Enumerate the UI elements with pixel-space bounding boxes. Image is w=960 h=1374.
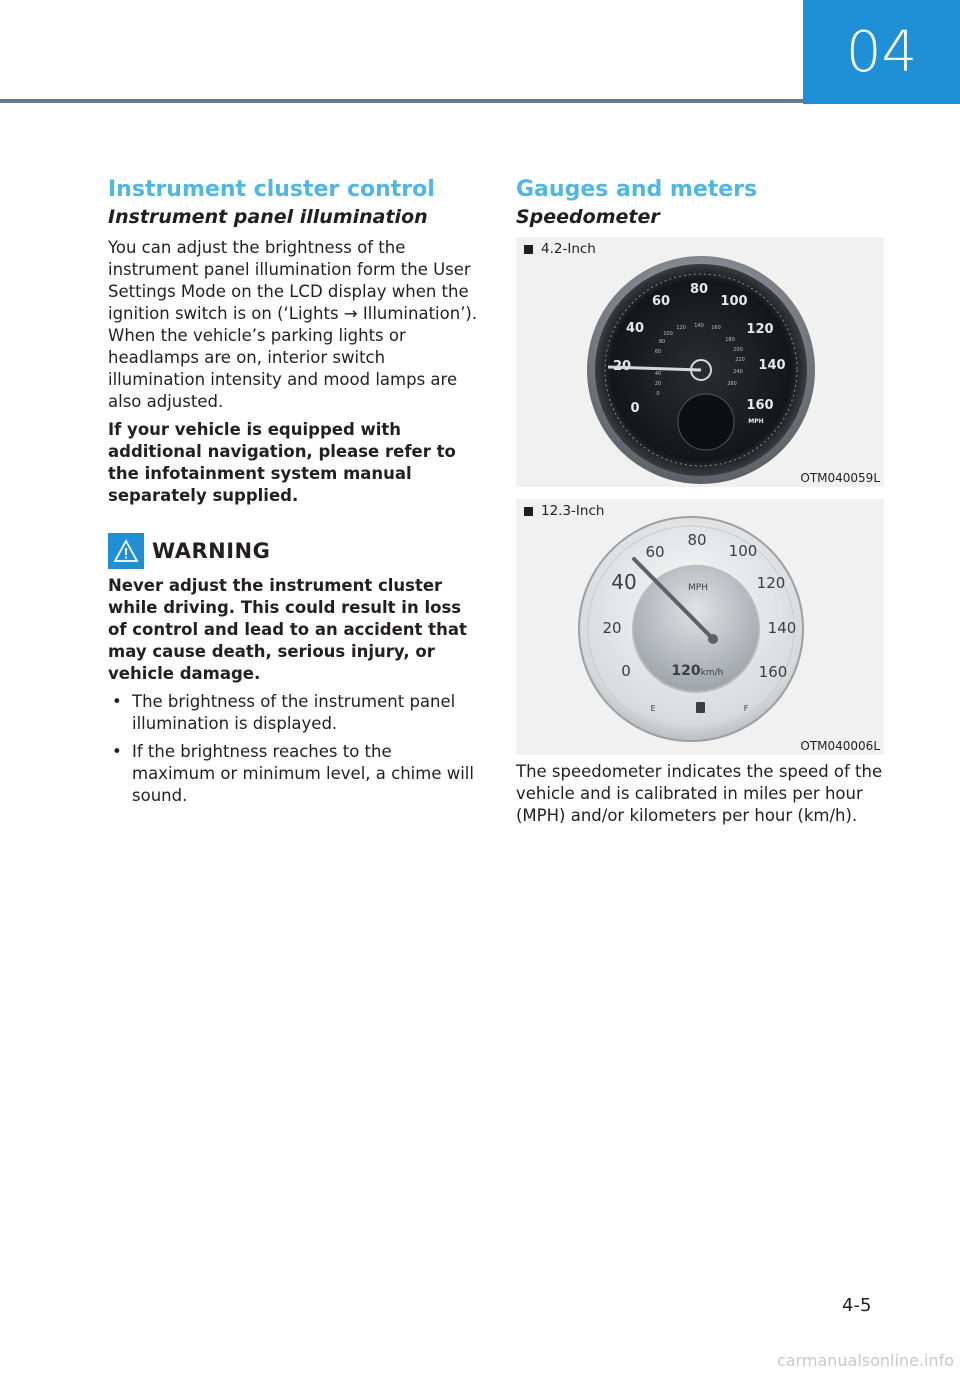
fuel-f: F [743, 704, 749, 713]
list-item: • If the brightness reaches to the maximum or minimum level, a chime will sound. [112, 742, 474, 805]
navigation-note: If your vehicle is equipped with additional navigation, please refer to the infotainment system manual separately supplied. [108, 420, 456, 505]
unit-mph: MPH [688, 583, 708, 593]
warning-text: Never adjust the instrument cluster while driving. This could result in loss of control and lead to an accident that may cause death, serious injury, or vehicle damage. [108, 576, 467, 683]
speedometer-12-3-illustration [516, 499, 884, 755]
tick-80: 80 [689, 282, 709, 297]
svg-text:80: 80 [658, 339, 666, 345]
svg-text:20: 20 [654, 381, 662, 387]
header-rule [0, 99, 803, 103]
list-item: • The brightness of the instrument panel illumination is displayed. [112, 692, 456, 733]
svg-text:60: 60 [654, 349, 662, 355]
tick-120: 120 [746, 322, 774, 337]
figure-caption: 4.2-Inch [524, 241, 596, 257]
tick-140: 140 [767, 619, 797, 637]
section-title-instrument-cluster: Instrument cluster control [108, 177, 435, 202]
tick-120: 120 [756, 574, 786, 592]
tick-80: 80 [687, 531, 707, 549]
svg-text:260: 260 [727, 381, 737, 387]
svg-text:0: 0 [656, 391, 660, 397]
tick-20: 20 [602, 619, 622, 637]
warning-header [108, 533, 478, 569]
tick-0: 0 [621, 662, 631, 680]
figure-4-2-inch [516, 237, 884, 487]
svg-text:200: 200 [733, 347, 743, 353]
inner-value: 120 [671, 663, 701, 679]
svg-text:180: 180 [725, 337, 735, 343]
page-number: 4-5 [842, 1295, 872, 1316]
tick-160: 160 [758, 663, 788, 681]
tick-140: 140 [758, 358, 786, 373]
speedometer-4-2-illustration [516, 237, 884, 487]
figure-caption: 12.3-Inch [524, 503, 604, 519]
figure-code: OTM040059L [800, 471, 880, 485]
left-column [108, 175, 478, 813]
tick-60: 60 [651, 294, 671, 309]
inner-unit: km/h [700, 668, 724, 678]
figure-12-3-inch [516, 499, 884, 755]
tick-160: 160 [746, 398, 774, 413]
fuel-pump-icon [696, 702, 705, 713]
tick-100: 100 [720, 294, 748, 309]
illumination-paragraph: You can adjust the brightness of the instrument panel illumination form the User Settings Mode on the LCD display when the ignition switch is on (‘Lights → Illumination’). When the vehicle’s parking lights or headlamps are on, interior switch illumination intensity and mood lamps are also adjusted. [108, 238, 478, 411]
svg-text:220: 220 [735, 357, 745, 363]
svg-text:100: 100 [663, 331, 673, 337]
svg-text:140: 140 [694, 323, 704, 329]
tick-40: 40 [611, 570, 637, 594]
unit-mph: MPH [748, 418, 764, 425]
subsection-title-speedometer: Speedometer [516, 206, 660, 228]
speedometer-paragraph: The speedometer indicates the speed of the vehicle and is calibrated in miles per hour (MPH) and/or kilometers per hour (km/h). [516, 762, 883, 825]
svg-text:40: 40 [654, 371, 662, 377]
tick-0: 0 [630, 401, 640, 416]
svg-text:240: 240 [733, 369, 743, 375]
warning-label: WARNING [152, 539, 271, 563]
svg-text:120: 120 [676, 325, 686, 331]
svg-text:160: 160 [711, 325, 721, 331]
tick-60: 60 [645, 543, 665, 561]
tick-40: 40 [625, 321, 645, 336]
tick-100: 100 [728, 542, 758, 560]
watermark: carmanualsonline.info [776, 1351, 954, 1370]
chapter-number: 04 [803, 0, 960, 104]
warning-icon [108, 533, 144, 569]
section-title-gauges: Gauges and meters [516, 177, 758, 202]
figure-code: OTM040006L [800, 739, 880, 753]
subsection-title-illumination: Instrument panel illumination [108, 206, 428, 228]
right-column [516, 175, 886, 833]
fuel-e: E [650, 704, 656, 713]
warning-bullets [108, 691, 478, 807]
